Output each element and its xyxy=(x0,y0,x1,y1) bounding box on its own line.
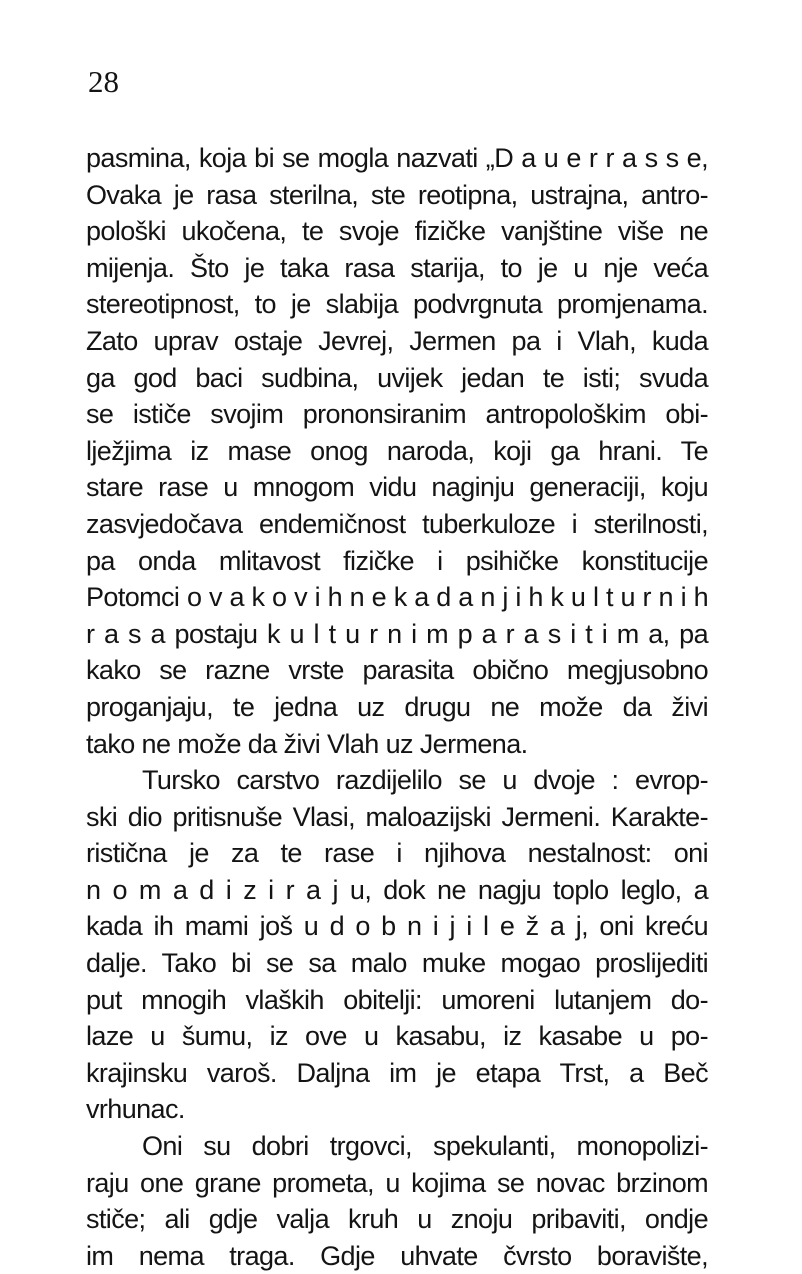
text-line: zasvjedočava endemičnost tuberkuloze i sterilnosti, xyxy=(86,508,708,539)
text-line: mijenja. Što je taka rasa starija, to je u nje veća xyxy=(86,252,708,283)
text-line: kada ih mami još u d o b n i j i l e ž a j, oni kreću xyxy=(86,911,708,942)
text-line: vrhunac. xyxy=(86,1094,185,1125)
text-line: ski dio pritisnuše Vlasi, maloazijski Jermeni. Karakte- xyxy=(86,801,708,832)
text-line: laze u šumu, iz ove u kasabu, iz kasabe u po- xyxy=(86,1021,708,1052)
text-line: im nema traga. Gdje uhvate čvrsto boravište, xyxy=(86,1240,708,1271)
text-line: stare rase u mnogom vidu naginju generaciji, koju xyxy=(86,472,708,503)
text-line: se ističe svojim prononsiranim antropološkim obi- xyxy=(86,399,708,430)
text-line: kako se razne vrste parasita obično megjusobno xyxy=(86,655,708,686)
text-line: ristična je za te rase i njihova nestalnost: oni xyxy=(86,838,708,869)
text-line: proganjaju, te jedna uz drugu ne može da živi xyxy=(86,691,708,722)
text-line: dalje. Tako bi se sa malo muke mogao proslijediti xyxy=(86,948,708,979)
text-line: stiče; ali gdje valja kruh u znoju pribaviti, ondje xyxy=(86,1204,708,1235)
text-line: n o m a d i z i r a j u, dok ne nagju toplo leglo, a xyxy=(86,874,708,905)
text-line: Tursko carstvo razdijelilo se u dvoje : evrop- xyxy=(142,765,708,796)
text-line: pasmina, koja bi se mogla nazvati „D a u e r r a s s e, xyxy=(86,143,708,173)
text-line: ga god baci sudbina, uvijek jedan te isti; svuda xyxy=(86,362,708,393)
text-line: Zato uprav ostaje Jevrej, Jermen pa i Vlah, kuda xyxy=(86,325,708,356)
text-line: tako ne može da živi Vlah uz Jermena. xyxy=(86,728,528,759)
body-text xyxy=(86,140,708,1274)
text-line: lježjima iz mase onog naroda, koji ga hrani. Te xyxy=(86,435,708,466)
text-line: pa onda mlitavost fizičke i psihičke konstitucije xyxy=(86,545,708,576)
text-line: Ovaka je rasa sterilna, ste reotipna, ustrajna, antro- xyxy=(86,179,708,210)
text-line: Oni su dobri trgovci, spekulanti, monopolizi- xyxy=(142,1131,708,1162)
text-line: stereotipnost, to je slabija podvrgnuta promjenama. xyxy=(86,289,708,320)
text-line: pološki ukočena, te svoje fizičke vanjštine više ne xyxy=(86,216,708,247)
text-line: put mnogih vlaških obitelji: umoreni lutanjem do- xyxy=(86,984,708,1015)
text-line: raju one grane prometa, u kojima se novac brzinom xyxy=(86,1167,708,1198)
text-line: Potomci o v a k o v i h n e k a d a n j i h k u l t u r n i h xyxy=(86,582,708,613)
text-line: krajinsku varoš. Daljna im je etapa Trst, a Beč xyxy=(86,1057,708,1088)
page-number: 28 xyxy=(88,64,119,99)
text-line: r a s a postaju k u l t u r n i m p a r a s i t i m a, pa xyxy=(86,618,708,649)
